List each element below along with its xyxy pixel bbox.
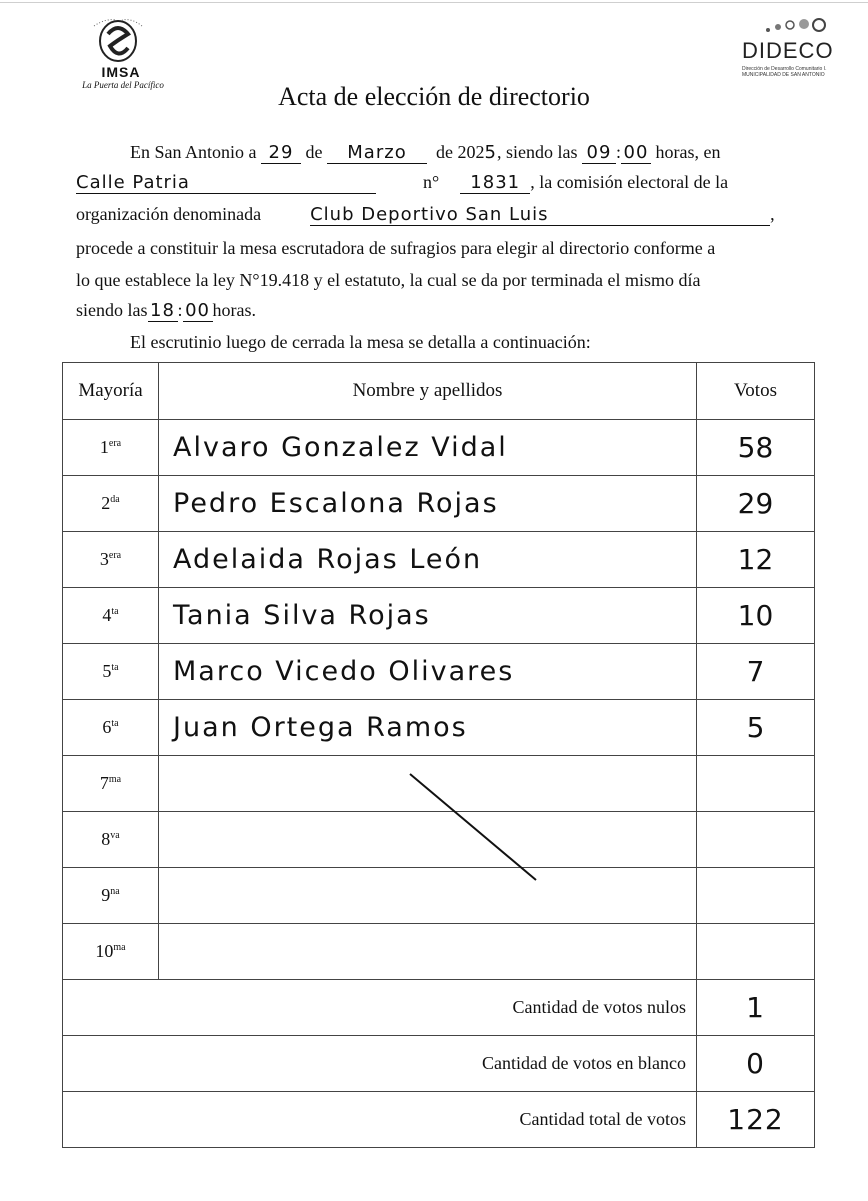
- end-hour-field: 18: [148, 300, 178, 322]
- votes-cell: [697, 868, 815, 924]
- results-table: [62, 362, 815, 1148]
- start-minute-field: 00: [621, 142, 651, 164]
- rank-number: 9: [101, 885, 111, 905]
- para-line-1: En San Antonio a 29 de Marzo de 2025, siendo las 09 : 00 horas, en: [130, 142, 721, 163]
- rank-suffix: ma: [113, 942, 126, 953]
- rank-cell: [63, 644, 159, 700]
- candidate-name-cell: Pedro Escalona Rojas: [159, 476, 697, 532]
- candidate-name-cell: Tania Silva Rojas: [159, 588, 697, 644]
- rank-suffix: era: [108, 550, 122, 561]
- day-field: 29: [261, 142, 301, 164]
- rank-suffix: ta: [111, 662, 119, 673]
- month-field: Marzo: [327, 142, 427, 164]
- null-votes-label: Cantidad de votos nulos: [63, 980, 697, 1036]
- votes-cell: 10: [697, 588, 815, 644]
- table-row: [63, 644, 815, 700]
- para-line-2: Calle Patria n° 1831 , la comisión electoral de la: [76, 172, 729, 193]
- street-number-field: 1831: [460, 172, 530, 194]
- para-line-3: organización denominada Club Deportivo San Luis ,: [76, 204, 775, 225]
- blank-votes-row: [63, 1036, 815, 1092]
- votes-cell: [697, 756, 815, 812]
- rank-number: 5: [102, 661, 112, 681]
- table-header-row: [63, 363, 815, 420]
- rank-cell: [63, 756, 159, 812]
- rank-cell: [63, 532, 159, 588]
- table-row: [63, 420, 815, 476]
- table-row: [63, 924, 815, 980]
- document-title: Acta de elección de directorio: [278, 82, 590, 111]
- blank-votes-value: 0: [697, 1036, 815, 1092]
- rank-cell: [63, 588, 159, 644]
- candidate-name-cell: Juan Ortega Ramos: [159, 700, 697, 756]
- candidate-name-cell: [159, 924, 697, 980]
- rank-number: 4: [102, 605, 112, 625]
- rank-suffix: da: [110, 494, 120, 505]
- rank-number: 3: [99, 549, 109, 569]
- rank-number: 1: [99, 437, 109, 457]
- rank-cell: [63, 924, 159, 980]
- table-row: [63, 588, 815, 644]
- votes-cell: [697, 812, 815, 868]
- rank-cell: [63, 812, 159, 868]
- votes-cell: 7: [697, 644, 815, 700]
- rank-cell: [63, 700, 159, 756]
- imsa-logo-slogan: La Puerta del Pacífico: [82, 80, 164, 90]
- votes-cell: [697, 924, 815, 980]
- table-row: [63, 476, 815, 532]
- rank-suffix: ta: [111, 718, 119, 729]
- votes-cell: 5: [697, 700, 815, 756]
- rank-number: 8: [101, 829, 111, 849]
- dideco-logo-name: DIDECO: [742, 38, 834, 63]
- rank-number: 2: [101, 493, 111, 513]
- total-votes-value: 122: [697, 1092, 815, 1148]
- dideco-dots-icon: [762, 18, 832, 38]
- empty-rows-strike-line: [408, 772, 540, 884]
- candidate-name-cell: Adelaida Rojas León: [159, 532, 697, 588]
- end-minute-field: 00: [183, 300, 213, 322]
- rank-number: 6: [102, 717, 112, 737]
- votes-cell: 58: [697, 420, 815, 476]
- null-votes-value: 1: [697, 980, 815, 1036]
- street-field: Calle Patria: [76, 172, 376, 194]
- para-line-4: procede a constituir la mesa escrutadora de sufragios para elegir al directorio conforme a: [76, 238, 716, 258]
- rank-number: 10: [95, 941, 114, 961]
- imsa-logo-name: IMSA: [101, 64, 141, 80]
- para-line-5: lo que establece la ley N°19.418 y el estatuto, la cual se da por terminada el mismo día: [76, 270, 701, 290]
- rank-suffix: va: [110, 830, 120, 841]
- candidate-name-cell: Marco Vicedo Olivares: [159, 644, 697, 700]
- header-name: Nombre y apellidos: [159, 363, 697, 420]
- top-rule: [0, 2, 868, 3]
- para-line-6: siendo las 18 : 00 horas.: [76, 300, 257, 321]
- start-hour-field: 09: [582, 142, 616, 164]
- total-votes-row: [63, 1092, 815, 1148]
- candidate-name-cell: Alvaro Gonzalez Vidal: [159, 420, 697, 476]
- rank-suffix: era: [108, 438, 122, 449]
- total-votes-label: Cantidad total de votos: [63, 1092, 697, 1148]
- year-digit-field: 5: [484, 142, 497, 163]
- rank-number: 7: [99, 773, 109, 793]
- rank-suffix: na: [110, 886, 120, 897]
- table-row: [63, 532, 815, 588]
- para-scrutiny: El escrutinio luego de cerrada la mesa se detalla a continuación:: [130, 332, 591, 352]
- blank-votes-label: Cantidad de votos en blanco: [63, 1036, 697, 1092]
- header-votes: Votos: [697, 363, 815, 420]
- votes-cell: 12: [697, 532, 815, 588]
- rank-cell: [63, 476, 159, 532]
- dideco-logo-subtitle: Dirección de Desarrollo Comunitario I. MUNICIPALIDAD DE SAN ANTONIO: [742, 66, 827, 78]
- results-table-container: [62, 362, 815, 1157]
- rank-cell: [63, 420, 159, 476]
- municipal-seal-icon: [86, 16, 150, 66]
- table-row: [63, 700, 815, 756]
- rank-suffix: ta: [111, 606, 119, 617]
- null-votes-row: [63, 980, 815, 1036]
- rank-suffix: ma: [108, 774, 122, 785]
- organization-field: Club Deportivo San Luis: [310, 204, 770, 226]
- header-rank: Mayoría: [63, 363, 159, 420]
- votes-cell: 29: [697, 476, 815, 532]
- dideco-logo: [738, 18, 838, 84]
- rank-cell: [63, 868, 159, 924]
